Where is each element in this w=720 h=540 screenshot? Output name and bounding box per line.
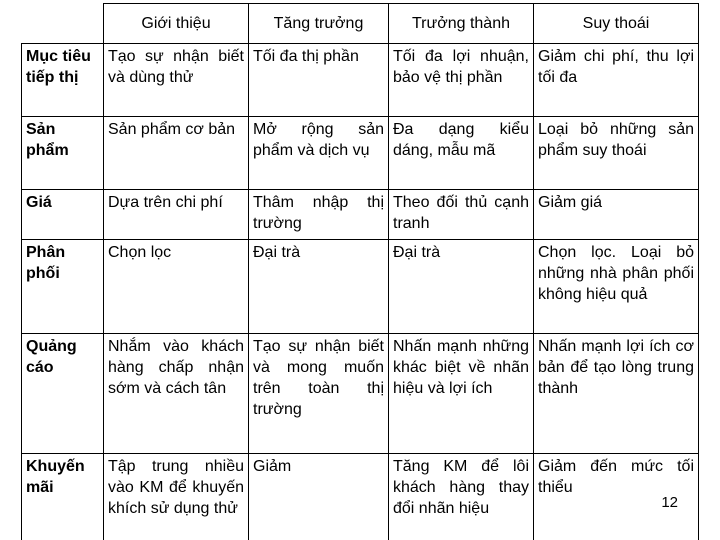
- cell-maturity: Đại trà: [389, 240, 534, 334]
- row-distribution: [22, 240, 699, 334]
- cell-growth: Giảm: [249, 454, 389, 540]
- row-label: Sản phẩm: [22, 117, 104, 190]
- row-label: Phân phối: [22, 240, 104, 334]
- cell-decline: Chọn lọc. Loại bỏ những nhà phân phối không hiệu quả: [534, 240, 699, 334]
- cell-introduction: Sản phẩm cơ bản: [104, 117, 249, 190]
- row-label: Giá: [22, 190, 104, 240]
- cell-decline: Giảm chi phí, thu lợi tối đa: [534, 44, 699, 117]
- cell-growth: Mở rộng sản phẩm và dịch vụ: [249, 117, 389, 190]
- page-number: 12: [661, 494, 678, 511]
- cell-maturity: Nhấn mạnh những khác biệt về nhãn hiệu và lợi ích: [389, 334, 534, 454]
- row-label: Quảng cáo: [22, 334, 104, 454]
- cell-decline: Giảm đến mức tối thiểu: [534, 454, 699, 540]
- cell-introduction: Dựa trên chi phí: [104, 190, 249, 240]
- row-product: [22, 117, 699, 190]
- row-advertising: [22, 334, 699, 454]
- header-row: [22, 4, 699, 44]
- cell-maturity: Đa dạng kiểu dáng, mẫu mã: [389, 117, 534, 190]
- cell-maturity: Tăng KM để lôi khách hàng thay đổi nhãn hiệu: [389, 454, 534, 540]
- row-promotion: [22, 454, 699, 540]
- plc-strategy-table: [21, 3, 699, 540]
- corner-cell: [22, 4, 104, 44]
- cell-decline: Loại bỏ những sản phẩm suy thoái: [534, 117, 699, 190]
- cell-decline: Giảm giá: [534, 190, 699, 240]
- row-label: Mục tiêu tiếp thị: [22, 44, 104, 117]
- cell-growth: Tạo sự nhận biết và mong muốn trên toàn thị trường: [249, 334, 389, 454]
- row-price: [22, 190, 699, 240]
- cell-growth: Thâm nhập thị trường: [249, 190, 389, 240]
- header-introduction: Giới thiệu: [104, 4, 249, 44]
- header-maturity: Trưởng thành: [389, 4, 534, 44]
- row-label: Khuyến mãi: [22, 454, 104, 540]
- cell-growth: Tối đa thị phần: [249, 44, 389, 117]
- header-decline: Suy thoái: [534, 4, 699, 44]
- cell-maturity: Tối đa lợi nhuận, bảo vệ thị phần: [389, 44, 534, 117]
- cell-introduction: Chọn lọc: [104, 240, 249, 334]
- cell-maturity: Theo đối thủ cạnh tranh: [389, 190, 534, 240]
- cell-introduction: Tạo sự nhận biết và dùng thử: [104, 44, 249, 117]
- cell-decline: Nhấn mạnh lợi ích cơ bản để tạo lòng trung thành: [534, 334, 699, 454]
- row-marketing-objective: [22, 44, 699, 117]
- cell-introduction: Tập trung nhiều vào KM để khuyến khích sử dụng thử: [104, 454, 249, 540]
- cell-introduction: Nhắm vào khách hàng chấp nhận sớm và cách tân: [104, 334, 249, 454]
- cell-growth: Đại trà: [249, 240, 389, 334]
- header-growth: Tăng trưởng: [249, 4, 389, 44]
